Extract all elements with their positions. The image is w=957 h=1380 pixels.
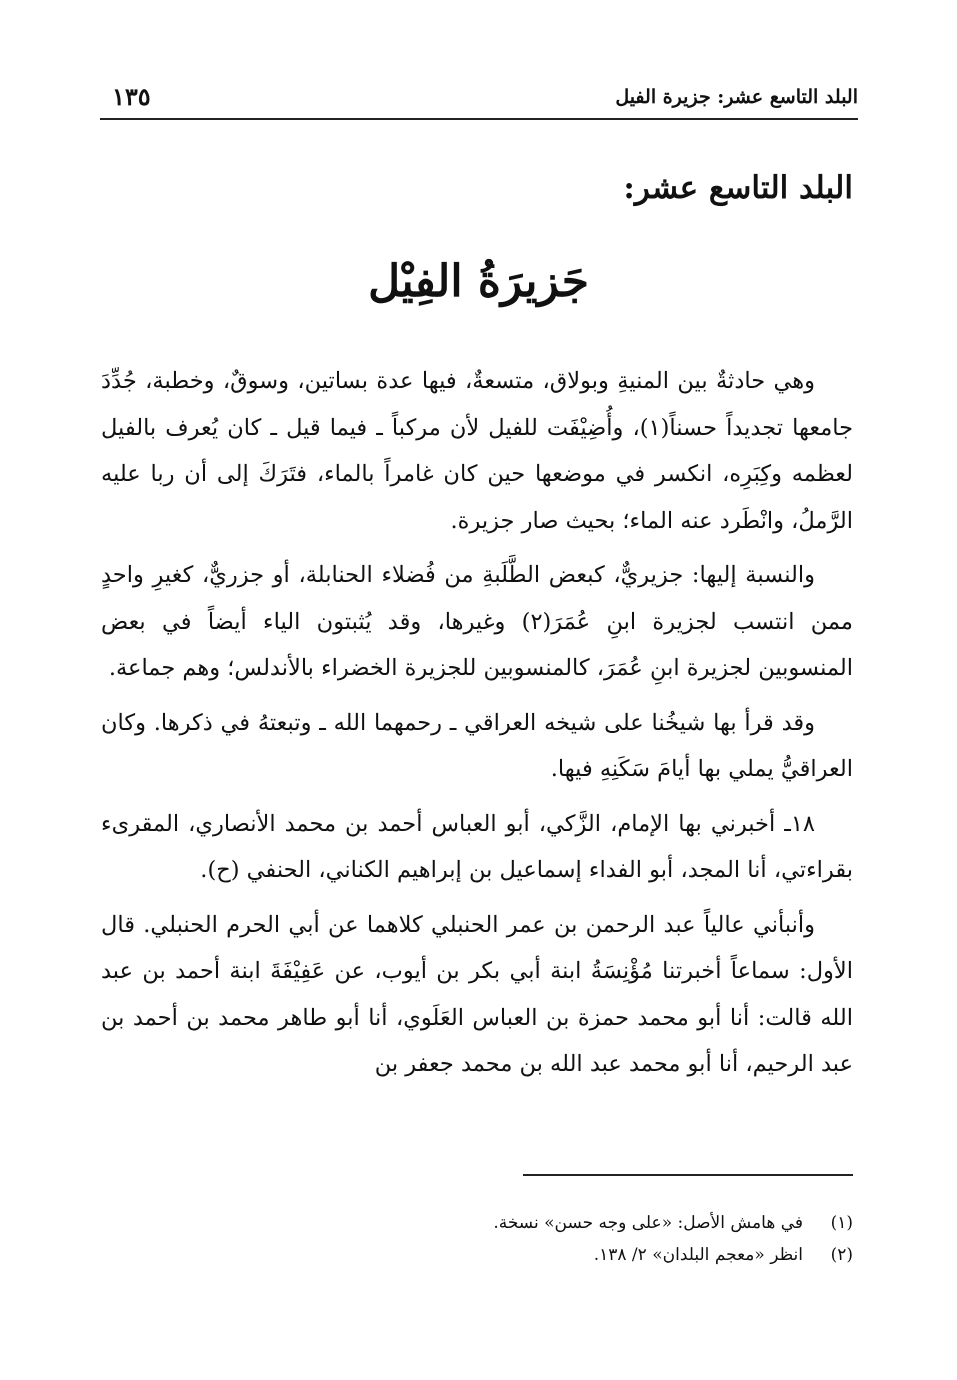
page-title: جَزيرَةُ الفِيْل	[368, 256, 589, 307]
paragraph: وهي حادثةٌ بين المنيةِ وبولاق، متسعةٌ، فيها عدة بساتين، وسوقٌ، وخطبة، جُدِّدَ جامعها تجديداً حسناً(١)، وأُضِيْفَت للفيل لأن مركباً ـ فيما قيل ـ كان يُعرف بالفيل لعظمه وكِبَرِه، انكسر في موضعها حين كان غامراً بالماء، فتَرَكَ إلى أن ربا عليه الرَّملُ، وانْطَرد عنه الماء؛ بحيث صار جزيرة.	[101, 368, 854, 534]
footnote-number: (٢)	[830, 1245, 853, 1265]
footnote	[101, 1207, 853, 1239]
footnotes	[101, 1207, 853, 1271]
footnote-divider	[523, 1174, 853, 1176]
paragraph: وأنبأني عالياً عبد الرحمن بن عمر الحنبلي كلاهما عن أبي الحرم الحنبلي. قال الأول: سماعاً أخبرتنا مُؤْنِسَةُ ابنة أبي بكر بن أيوب، عن عَفِيْفَةَ ابنة أحمد بن عبد الله قالت: أنا أبو محمد حمزة بن العباس العَلَوي، أنا أبو طاهر محمد بن أحمد بن عبد الرحيم، أنا أبو محمد عبد الله بن محمد جعفر بن	[101, 911, 853, 1077]
paragraph: ١٨ـ أخبرني بها الإمام، الزَّكي، أبو العباس أحمد بن محمد الأنصاري، المقرىء بقراءتي، أنا المجد، أبو الفداء إسماعيل بن إبراهيم الكناني، الحنفي (ح).	[101, 810, 853, 883]
body-text	[101, 358, 853, 1096]
chapter-label: البلد التاسع عشر:	[623, 170, 853, 206]
paragraph: وقد قرأ بها شيخُنا على شيخه العراقي ـ رحمهما الله ـ وتبعتهُ في ذكرها. وكان العراقيُّ يملي بها أيامَ سَكَنِهِ فيها.	[101, 709, 853, 782]
page-number: ١٣٥	[112, 82, 151, 111]
paragraph: والنسبة إليها: جزيريٌّ، كبعض الطَّلَبةِ من فُضلاء الحنابلة، أو جزريٌّ، كغيرِ واحدٍ ممن انتسب لجزيرة ابنِ عُمَرَ(٢) وغيرها، وقد يُثبتون الياء أيضاً في بعض المنسوبين لجزيرة ابنِ عُمَرَ، كالمنسوبين للجزيرة الخضراء بالأندلس؛ وهم جماعة.	[101, 562, 853, 681]
footnote-text: انظر «معجم البلدان» ٢/ ١٣٨.	[593, 1245, 803, 1265]
footnote-number: (١)	[830, 1213, 853, 1233]
running-title: البلد التاسع عشر: جزيرة الفيل	[615, 86, 858, 108]
page-header	[100, 80, 858, 120]
footnote-text: في هامش الأصل: «على وجه حسن» نسخة.	[493, 1213, 803, 1233]
footnote	[101, 1239, 853, 1271]
